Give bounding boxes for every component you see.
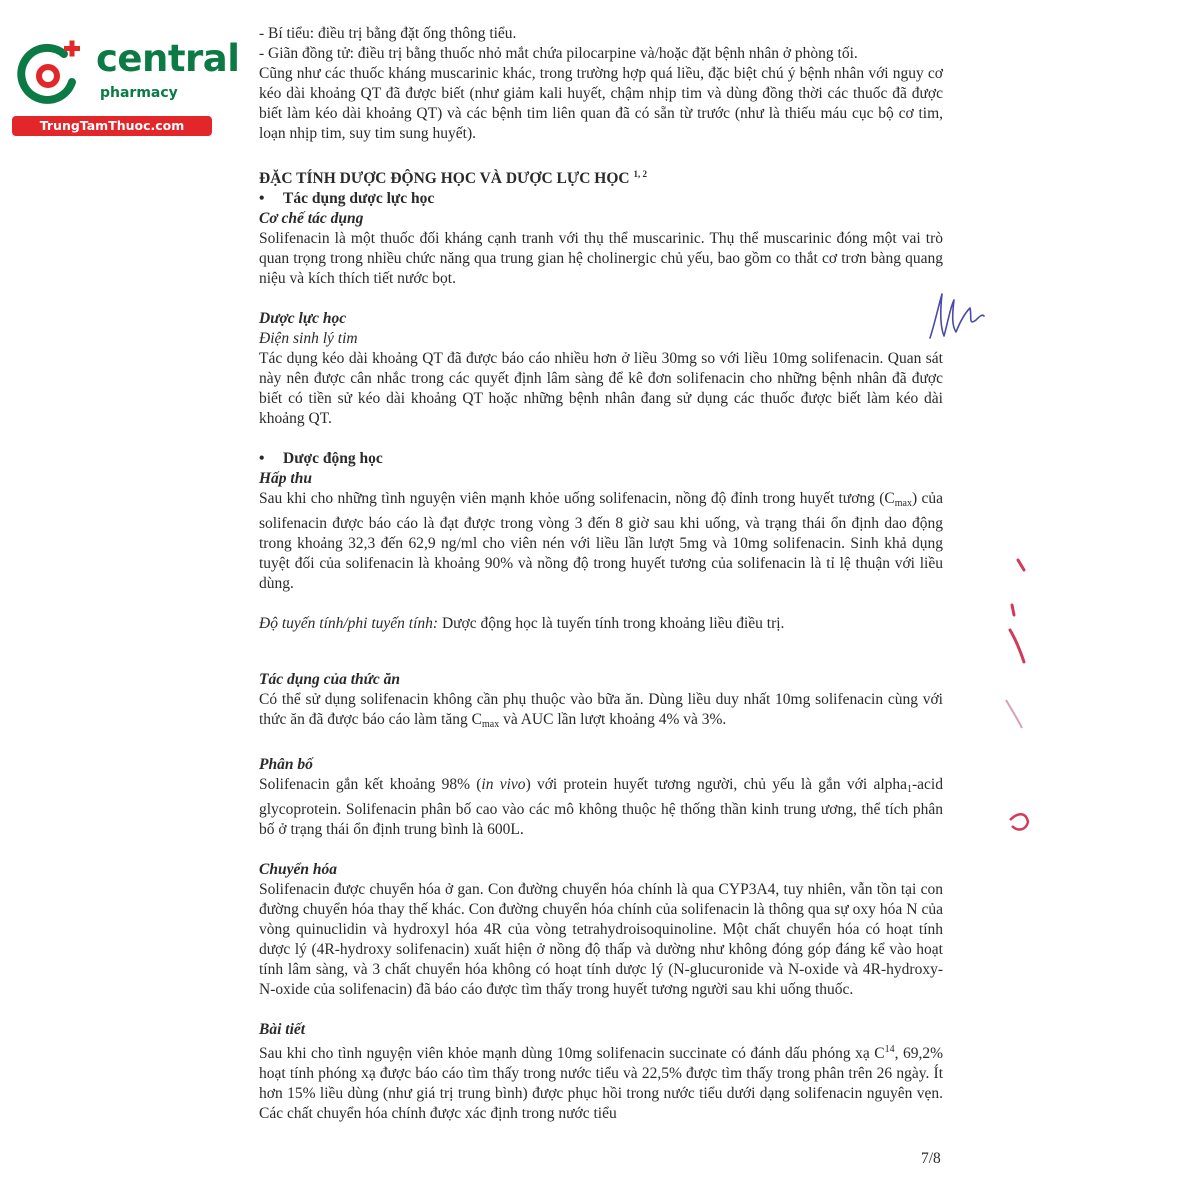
c14-superscript: 14 <box>884 1044 895 1056</box>
stamp-fragment <box>998 550 1038 850</box>
central-pharmacy-logo <box>8 34 240 140</box>
linearity-label: Độ tuyến tính/phi tuyến tính: <box>259 615 439 633</box>
section-title-ref: 1, 2 <box>633 169 647 179</box>
alpha-subscript: 1 <box>907 784 913 796</box>
food-heading: Tác dụng của thức ăn <box>259 671 401 689</box>
mechanism-heading: Cơ chế tác dụng <box>259 210 364 228</box>
excretion-text-a: Sau khi cho tình nguyện viên khỏe mạnh dùng 10mg solifenacin succinate có đánh dấu phóng xạ C <box>259 1045 885 1063</box>
distribution-text-a: Solifenacin gắn kết khoảng 98% ( <box>259 776 482 794</box>
cmax-subscript: max <box>481 719 500 731</box>
metabolism-heading: Chuyển hóa <box>259 861 337 879</box>
logo-brand: central <box>96 37 240 80</box>
distribution-text-c: -acid glycoprotein. Solifenacin phân bố cao vào các mô không thuộc hệ thống thần kinh trung ương, thể tích phân bố ở trạng thái ổn định trung bình là 600L. <box>259 776 943 839</box>
food-text <box>259 690 943 735</box>
bullet-heading-pharmacokinetics <box>259 449 943 469</box>
pk-heading: Dược động học <box>283 450 383 468</box>
metabolism-text: Solifenacin được chuyển hóa ở gan. Con đường chuyển hóa chính là qua CYP3A4, tuy nhiên, vẫn tồn tại con đường chuyển hóa thay thế khác. Con đường chuyển hóa chính của solifenacin là thông qua sự oxy hóa N của vòng quinuclidin và hydroxyl hóa 4R của vòng tetrahydroisoquinoline. Một chất chuyển hóa có hoạt tính dược lý (4R-hydroxy solifenacin) xuất hiện ở nồng độ thấp và dường như không đóng góp đáng kể vào hoạt tính lâm sàng, và 3 chất chuyển hóa không có hoạt tính dược lý (N-glucuronide và N-oxide và 4R-hydroxy-N-oxide của solifenacin) đã báo cáo được tìm thấy trong huyết tương người sau khi uống thuốc. <box>259 881 943 999</box>
cmax-subscript: max <box>894 498 912 510</box>
excretion-text <box>259 1040 943 1124</box>
distribution-text <box>259 775 943 840</box>
absorption-heading: Hấp thu <box>259 470 312 488</box>
pharmacodynamics-heading: Tác dụng dược lực học <box>283 190 435 208</box>
absorption-text <box>259 489 943 594</box>
logo-url-banner[interactable]: TrungTamThuoc.com <box>12 116 212 136</box>
intro-paragraph: Cũng như các thuốc kháng muscarinic khác, trong trường hợp quá liều, đặc biệt chú ý bệnh nhân với nguy cơ kéo dài khoảng QT đã được biết (như giảm kali huyết, chậm nhịp tim và dùng đồng thời các thuốc đã được biết làm kéo dài khoảng QT) và các bệnh tim liên quan đã có sẵn từ trước (như là thiếu máu cục bộ cơ tim, loạn nhịp tim, suy tim sung huyết). <box>259 65 943 142</box>
linearity-line <box>259 614 943 634</box>
distribution-heading: Phân bố <box>259 756 313 774</box>
excretion-heading: Bài tiết <box>259 1021 306 1039</box>
in-vivo-italic: in vivo <box>481 776 526 794</box>
mechanism-text: Solifenacin là một thuốc đối kháng cạnh tranh với thụ thể muscarinic. Thụ thể muscarinic đóng một vai trò quan trọng trong nhiều chức năng qua trung gian hệ cholinergic chủ yếu, bao gồm co thắt cơ trơn bàng quang niệu và kích thích tiết nước bọt. <box>259 230 943 288</box>
absorption-text-a: Sau khi cho những tình nguyện viên mạnh khỏe uống solifenacin, nồng độ đỉnh trong huyết tương (C <box>259 490 895 508</box>
intro-line-2: - Giãn đồng tử: điều trị bằng thuốc nhỏ mắt chứa pilocarpine và/hoặc đặt bệnh nhân ở phòng tối. <box>259 45 858 62</box>
bullet-icon: • <box>259 450 265 468</box>
distribution-text-b: ) với protein huyết tương người, chủ yếu là gắn với alpha <box>525 776 908 794</box>
pd-heading: Dược lực học <box>259 310 347 328</box>
pd-text: Tác dụng kéo dài khoảng QT đã được báo cáo nhiều hơn ở liều 30mg so với liều 10mg solifenacin. Quan sát này nên được cân nhắc trong các quyết định lâm sàng để kê đơn solifenacin cho những bệnh nhân đã được biết có tiền sử kéo dài khoảng QT hoặc những bệnh nhân đang sử dụng các thuốc được biết làm kéo dài khoảng QT. <box>259 350 943 428</box>
absorption-text-b: ) của solifenacin được báo cáo là đạt được trong vòng 3 đến 8 giờ sau khi uống, và trạng thái ổn định dao động trong khoảng 32,3 đến 62,9 ng/ml cho viên nén với liều lần lượt 5mg và 10mg solifenacin. Sinh khả dụng tuyệt đối của solifenacin là khoảng 90% và nồng độ trong huyết tương của solifenacin là tỉ lệ thuận với liều dùng. <box>259 490 944 593</box>
pd-subheading: Điện sinh lý tim <box>259 330 358 348</box>
excretion-text-b: , 69,2% hoạt tính phóng xạ được báo cáo tìm thấy trong nước tiểu và 22,5% được tìm thấy trong phân trên 26 ngày. Ít hơn 15% liều dùng (như giá trị trung bình) được phục hồi trong nước tiểu dưới dạng solifenacin nguyên vẹn. Các chất chuyển hóa chính được xác định trong nước tiểu <box>259 1045 943 1123</box>
bullet-heading-pharmacodynamics <box>259 189 943 209</box>
pharmacy-cross-icon <box>14 38 86 110</box>
section-title-text: ĐẶC TÍNH DƯỢC ĐỘNG HỌC VÀ DƯỢC LỰC HỌC <box>259 170 630 188</box>
section-title <box>259 164 943 189</box>
food-text-a: Có thể sử dụng solifenacin không cần phụ thuộc vào bữa ăn. Dùng liều duy nhất 10mg solifenacin cùng với thức ăn đã được báo cáo làm tăng C <box>259 691 943 729</box>
document-body <box>259 24 943 1124</box>
food-text-b: và AUC lần lượt khoảng 4% và 3%. <box>499 711 727 729</box>
linearity-text: Dược động học là tuyến tính trong khoảng liều điều trị. <box>438 615 785 633</box>
page-number: 7/8 <box>921 1150 941 1167</box>
logo-subtitle: pharmacy <box>100 85 178 101</box>
intro-line-1: - Bí tiểu: điều trị bằng đặt ống thông tiểu. <box>259 25 517 42</box>
bullet-icon: • <box>259 190 265 208</box>
